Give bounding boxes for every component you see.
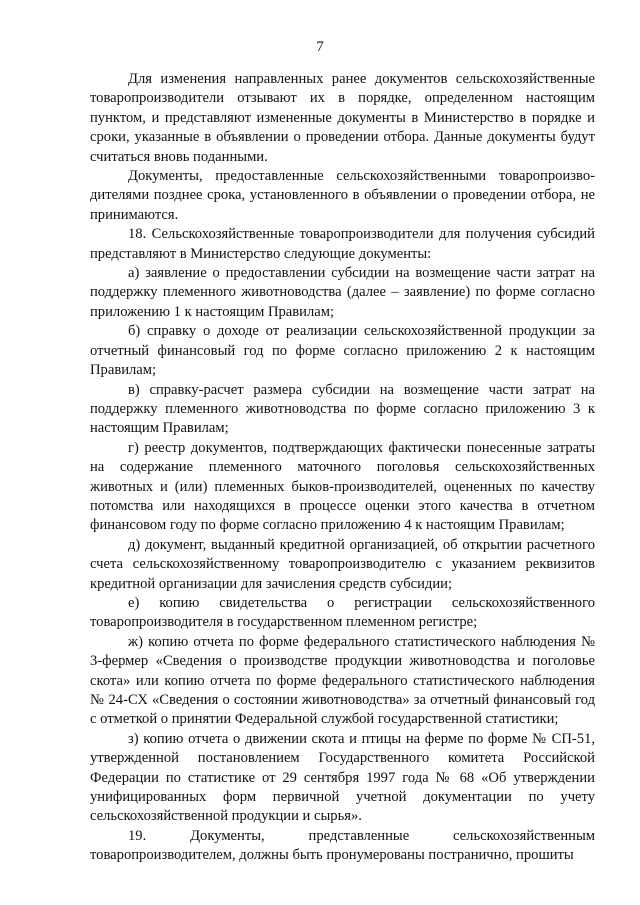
paragraph-item-18: 18. Сельскохозяйственные товаропроизводители для получения субсидий представляют в Министерство следующие документы:	[90, 226, 595, 262]
list-item-d: д) документ, выданный кредитной организацией, об открытии расчетного счета сельскохозяйственному товаропроизводителю с указанием реквизитов кредитной организации для зачисления средств субсидии;	[90, 536, 595, 592]
paragraph-resubmission: Для изменения направленных ранее документов сельскохозяйственные товаропроизводители отзывают их в порядке, определенном настоящим пунктом, и представляют измененные документы в Министерство в порядке и сроки, указанные в объявлении о проведении отбора. Данные документы будут считаться вновь поданными.	[90, 71, 595, 165]
paragraph-item-19: 19. Документы, представленные сельскохозяйственным товаропроизводителем, должны быть пронумерованы постранично, прошиты	[90, 827, 595, 864]
list-item-e: е) копию свидетельства о регистрации сельскохозяйственного товаропроизводителя в государственном племенном регистре;	[90, 594, 595, 631]
list-item-a: а) заявление о предоставлении субсидии на возмещение части затрат на поддержку племенного животноводства (далее – заявление) по форме согласно приложению 1 к настоящим Правилам;	[90, 265, 595, 320]
paragraph-late-documents: Документы, предоставленные сельскохозяйственными товаропроизводителями позднее срока, установленного в объявлении о проведении отбора, не принимаются.	[90, 168, 595, 223]
list-item-b: б) справку о доходе от реализации сельскохозяйственной продукции за отчетный финансовый год по форме согласно приложению 2 к настоящим Правилам;	[90, 323, 595, 379]
list-item-v: в) справку-расчет размера субсидии на возмещение части затрат на поддержку племенного животноводства по форме согласно приложению 3 к настоящим Правилам;	[90, 381, 595, 437]
list-item-g: г) реестр документов, подтверждающих фактически понесенные затраты на содержание племенного маточного поголовья сельскохозяйственных животных и (или) племенных быков-производителей, оцененных по качеству потомства или находящихся в процессе оценки этого качества в отчетном финансовом году по форме согласно приложению 4 к настоящим Правилам;	[90, 439, 595, 534]
list-item-z: з) копию отчета о движении скота и птицы на ферме по форме № СП-51, утвержденной постановлением Государственного комитета Российской Федерации по статистике от 29 сентября 1997 года № 68 «Об утверждении унифицированных форм первичной учетной документации по учету сельскохозяйственной продукции и сырья».	[90, 730, 595, 825]
document-body	[90, 70, 595, 866]
list-item-zh: ж) копию отчета по форме федерального статистического наблюдения № 3-фермер «Сведения о производстве продукции животноводства и поголовье скота» или копию отчета по форме федерального статистического наблюдения № 24-СХ «Сведения о состоянии животноводства» за отчетный финансовый год с отметкой о принятии Федеральной службой государственной статистики;	[90, 633, 595, 728]
page-number: 7	[316, 39, 324, 55]
